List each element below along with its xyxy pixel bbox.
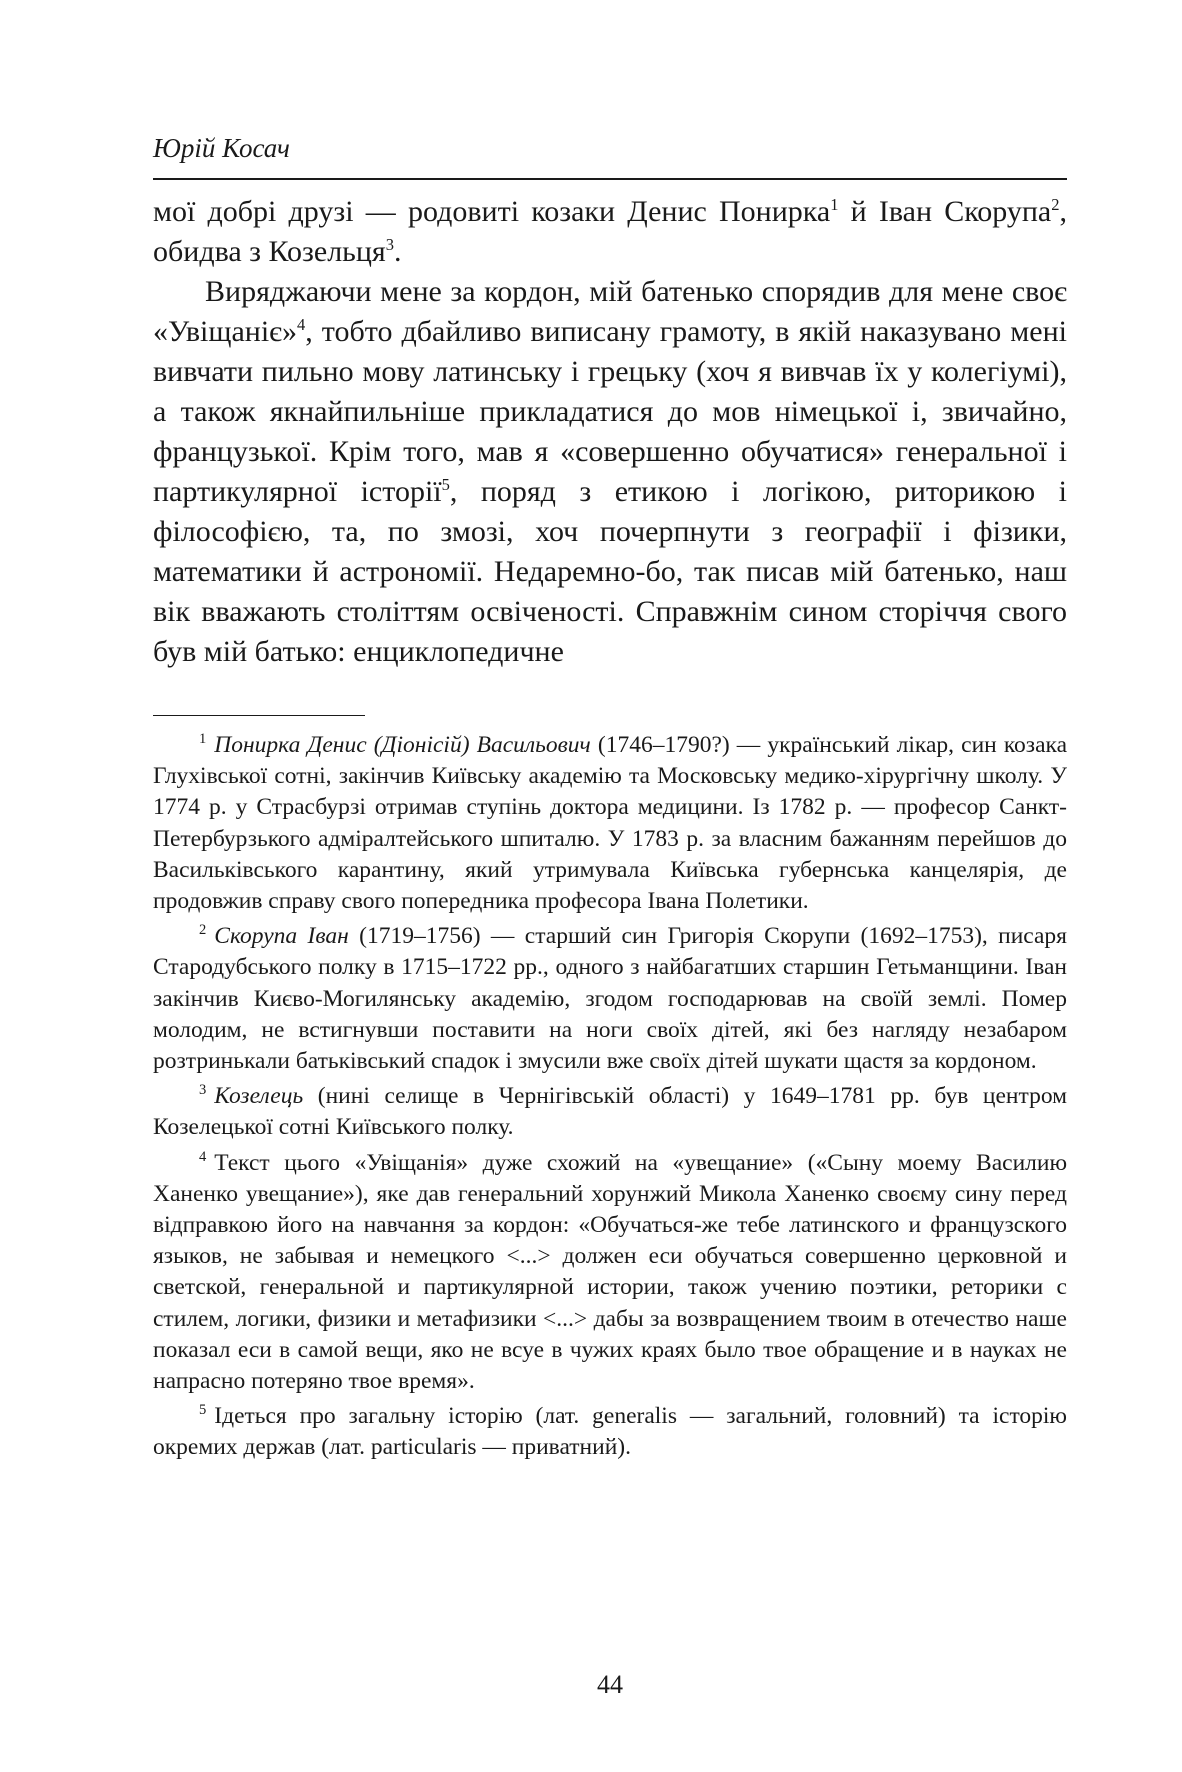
paragraph-2-text-c: , поряд з етикою і логікою, риторикою і філософією, та, по змозі, хоч почерпнути з географії і фізики, математики й астрономії. Недаремно-бо, так писав мій батенько, наш вік вважають століттям освіченості. Справжнім сином сторіччя свого був мій батько: енциклопедичне: [153, 475, 1067, 668]
footnote-2: [153, 921, 1067, 1077]
footnote-5-text: Ідеться про загальну історію (лат. generalis — загальний, головний) та історію окремих держав (лат. particularis — приватний).: [153, 1403, 1067, 1461]
footnote-ref-1[interactable]: 1: [830, 195, 839, 214]
footnote-3-text: (нині селище в Чернігівській області) у 1649–1781 рр. був центром Козелецької сотні Київського полку.: [153, 1083, 1067, 1141]
paragraph-1-text-d: .: [393, 235, 402, 268]
footnote-4-text: Текст цього «Увіщанія» дуже схожий на «увещание» («Сыну моему Василию Ханенко увещание»), яке дав генеральний хорунжий Микола Ханенко своєму сину перед відправкою його на навчання за кордон: «Обучаться-же тебе латинского и французского языков, не забывая и немецкого <...> должен еси обучаться совершенно церковной и светской, генеральной и партикулярной истории, також учению поэтики, реторики с стилем, логики, физики и метафизики <...> дабы за возвращением твоим в отечество наше показал еси в самой вещи, яко не всуе в чужих краях было твое обращение и в науках не напрасно потеряно твое время».: [153, 1149, 1067, 1395]
footnote-3-term: Козелець: [214, 1083, 304, 1110]
footnote-4-mark: 4: [199, 1148, 207, 1165]
page-number: 44: [597, 1670, 623, 1699]
running-head-author: Юрій Косач: [153, 133, 290, 163]
footnote-separator: [153, 715, 365, 716]
footnote-ref-5[interactable]: 5: [441, 475, 450, 494]
main-text: [153, 192, 1067, 672]
footnotes: [153, 730, 1067, 1468]
footnote-5-mark: 5: [199, 1402, 207, 1419]
footnote-1-term: Понирка Денис (Діонісій) Васильович: [214, 732, 591, 758]
footnote-2-mark: 2: [199, 922, 207, 939]
footnote-1-text: (1746–1790?) — український лікар, син козака Глухівської сотні, закінчив Київську академію та Московську медико-хірургічну школу. У 1774 р. у Страсбурзі отримав ступінь доктора медицини. Із 1782 р. — професор Санкт-Петербурзького адміралтейського шпиталю. У 1783 р. за власним бажанням перейшов до Васильківського карантину, який утримувала Київська губернська канцелярія, де продовжив справу свого попередника професора Івана Полетики.: [153, 732, 1067, 915]
paragraph-2: [153, 272, 1067, 672]
footnote-ref-4[interactable]: 4: [297, 315, 306, 334]
footnote-2-term: Скорупа Іван: [214, 923, 349, 950]
header-rule: [153, 178, 1067, 180]
footnote-ref-3[interactable]: 3: [385, 235, 394, 254]
footnote-2-text: (1719–1756) — старший син Григорія Скорупи (1692–1753), писаря Стародубського полку в 1715–1722 рр., одного з найбагатших старшин Гетьманщини. Іван закінчив Києво-Могилянську академію, згодом господарював на своїй землі. Помер молодим, не встигнувши поставити на ноги своїх дітей, які без нагляду незабаром розтринькали батьківський спадок і змусили вже своїх дітей шукати щастя за кордоном.: [153, 923, 1067, 1075]
paragraph-1-text-c: , обидва з Козельця: [153, 195, 1067, 268]
footnote-3-mark: 3: [199, 1082, 207, 1099]
footnote-3: [153, 1081, 1067, 1143]
paragraph-1: [153, 192, 1067, 272]
footnote-ref-2[interactable]: 2: [1051, 195, 1060, 214]
footnote-4: [153, 1148, 1067, 1398]
footnote-5: [153, 1401, 1067, 1463]
paragraph-1-text-a: мої добрі друзі — родовиті козаки Денис Понирка: [153, 195, 831, 228]
paragraph-2-text-a: Виряджаючи мене за кордон, мій батенько спорядив для мене своє «Увіщаніє»: [153, 275, 1067, 348]
paragraph-2-text-b: , тобто дбайливо виписану грамоту, в якій наказувано мені вивчати пильно мову латинську і грецьку (хоч я вивчав їх у колегіумі), а також якнайпильніше прикладатися до мов німецької і, звичайно, французької. Крім того, мав я «совершенно обучатися» генеральної і партикулярної історії: [153, 315, 1067, 508]
paragraph-1-text-b: й Іван Скорупа: [838, 195, 1052, 228]
footnote-1: [153, 730, 1067, 917]
footnote-1-mark: 1: [199, 731, 207, 748]
